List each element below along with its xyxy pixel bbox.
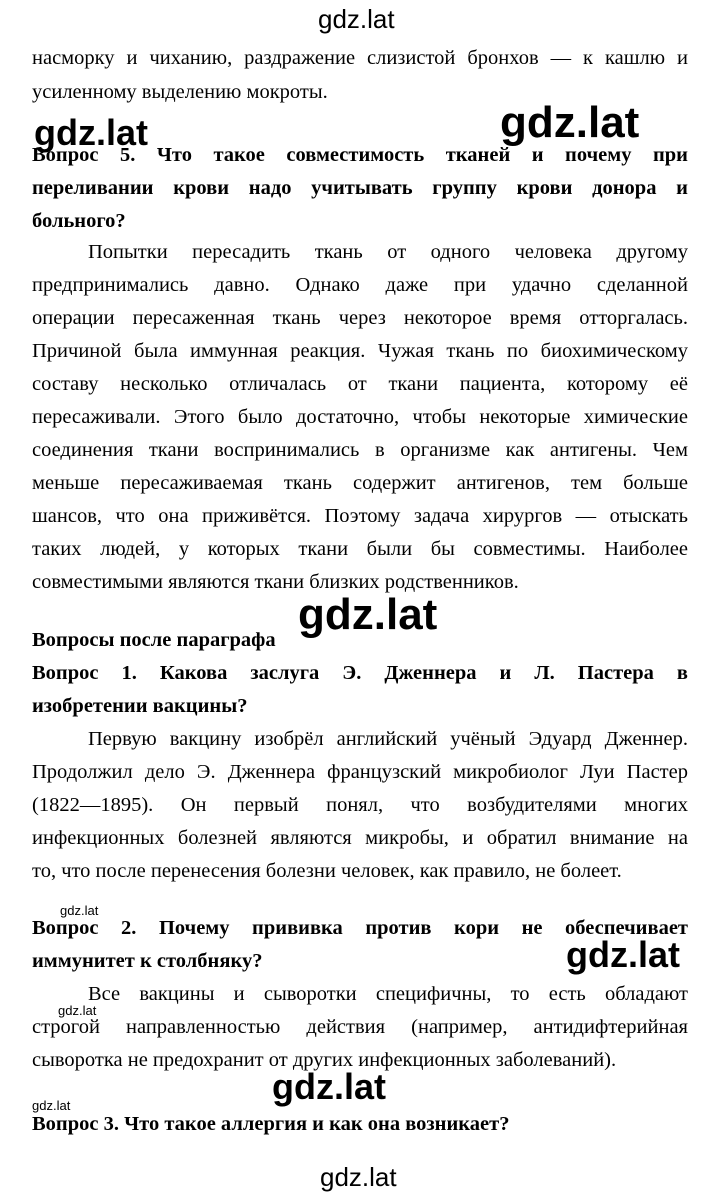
- question-5-heading: переливании крови надо учитывать группу крови донора и: [32, 177, 688, 199]
- watermark-mid-2: gdz.lat: [272, 1066, 386, 1107]
- watermark-mid: gdz.lat: [298, 590, 438, 639]
- question-2-heading: Вопрос 2. Почему прививка против кори не обеспечивает: [32, 917, 688, 939]
- question-2-heading: иммунитет к столбняку?: [32, 950, 263, 972]
- watermark-left: gdz.lat: [34, 112, 148, 153]
- paragraph-line: Все вакцины и сыворотки специфичны, то есть обладают: [88, 983, 688, 1005]
- watermark-tiny-2: gdz.lat: [58, 1003, 97, 1018]
- paragraph-line: таких людей, у которых ткани были бы совместимы. Наиболее: [32, 538, 688, 560]
- question-1-heading: изобретении вакцины?: [32, 695, 248, 717]
- paragraph-line: то, что после перенесения болезни человек, как правило, не болеет.: [32, 860, 622, 882]
- watermark-tiny: gdz.lat: [60, 903, 99, 918]
- paragraph-line: составу несколько отличалась от ткани пациента, которому её: [32, 373, 688, 395]
- watermark-big: gdz.lat: [500, 98, 640, 147]
- watermark-bottom: gdz.lat: [320, 1162, 397, 1192]
- section-heading: Вопросы после параграфа: [32, 629, 276, 651]
- question-5-heading: Вопрос 5. Что такое совместимость тканей и почему при: [32, 144, 688, 166]
- paragraph-line: Попытки пересадить ткань от одного человека другому: [88, 241, 688, 263]
- paragraph-line: сыворотка не предохранит от других инфекционных заболеваний).: [32, 1049, 617, 1071]
- text-line: насморку и чиханию, раздражение слизистой бронхов — к кашлю и: [32, 47, 688, 69]
- watermark-right: gdz.lat: [566, 934, 680, 975]
- paragraph-line: Причиной была иммунная реакция. Чужая ткань по биохимическому: [32, 340, 688, 362]
- paragraph-line: Продолжил дело Э. Дженнера французский микробиолог Луи Пастер: [32, 761, 688, 783]
- paragraph-line: совместимыми являются ткани близких родственников.: [32, 571, 519, 593]
- paragraph-line: Первую вакцину изобрёл английский учёный Эдуард Дженнер.: [88, 728, 688, 750]
- question-5-heading: больного?: [32, 210, 126, 232]
- paragraph-line: пересаживали. Этого было достаточно, чтобы некоторые химические: [32, 406, 688, 428]
- paragraph-line: меньше пересаживаемая ткань содержит антигенов, тем больше: [32, 472, 688, 494]
- paragraph-line: шансов, что она приживётся. Поэтому задача хирургов — отыскать: [32, 505, 688, 527]
- watermark-top: gdz.lat: [318, 4, 395, 34]
- paragraph-line: строгой направленностью действия (например, антидифтерийная: [32, 1016, 688, 1038]
- paragraph-line: операции пересаженная ткань через некоторое время отторгалась.: [32, 307, 688, 329]
- paragraph-line: инфекционных болезней являются микробы, и обратил внимание на: [32, 827, 688, 849]
- paragraph-line: соединения ткани воспринимались в организме как антигены. Чем: [32, 439, 688, 461]
- paragraph-line: (1822—1895). Он первый понял, что возбудителями многих: [32, 794, 688, 816]
- text-line: усиленному выделению мокроты.: [32, 81, 328, 103]
- question-3-heading: Вопрос 3. Что такое аллергия и как она возникает?: [32, 1113, 510, 1135]
- watermark-tiny-3: gdz.lat: [32, 1098, 71, 1113]
- question-1-heading: Вопрос 1. Какова заслуга Э. Дженнера и Л. Пастера в: [32, 662, 688, 684]
- paragraph-line: предпринимались давно. Однако даже при удачно сделанной: [32, 274, 688, 296]
